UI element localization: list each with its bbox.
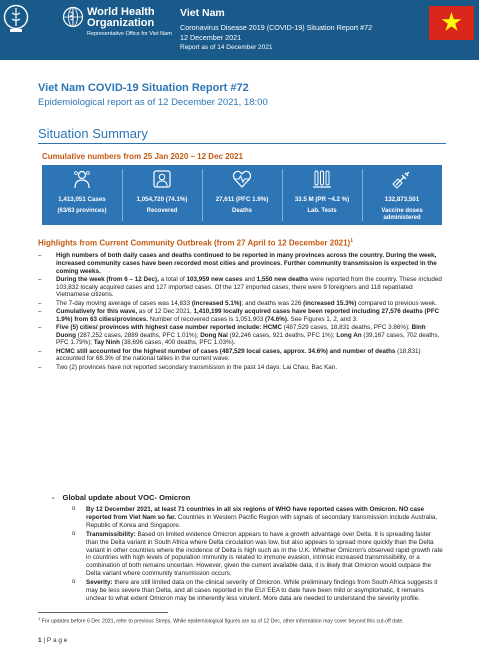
section-divider	[38, 143, 446, 144]
footnote-divider	[38, 612, 168, 613]
who-org-title: World Health Organization	[87, 6, 155, 29]
highlights-title: Highlights from Current Community Outbreak (from 27 April to 12 December 2021)$^1$	[38, 238, 353, 248]
report-title: Viet Nam COVID-19 Situation Report #72	[38, 82, 249, 94]
stat-deaths-value: 27,611 (PFC 1.9%)	[215, 196, 269, 203]
stat-vaccine	[362, 165, 442, 225]
recovered-icon	[152, 169, 172, 189]
footnote: $^1$ For updates before 6 Dec 2021, refer to previous Streps. While epidemiological figures are as of 12 Dec, other information may cover beyond this cut-off date.	[38, 616, 404, 625]
stat-cases-value: 1,413,051 Cases	[58, 196, 106, 203]
deaths-icon	[232, 169, 252, 189]
banner-report-name: Coronavirus Disease 2019 (COVID-19) Situation Report #72	[180, 23, 373, 32]
list-item: o Transmissibility: Based on limited evidence Omicron appears to have a growth advantage over Delta. It is spreading faster than the Delta variant in South Africa where Delta circulation was low, but also appears to spread more quickly than the Delta variant in other countries where the incidence of Delta is high such as in the U.K. Whether Omicron's observed rapid growth rate in countries with high levels of population immunity is related to immune evasion, intrinsic increased transmissibility, or a combination of both remains uncertain. However, given the current available data, it is likely that Omicron would outpace the Delta variant where community transmission occurs.	[72, 531, 444, 578]
vaccine-icon	[392, 169, 412, 189]
who-org-subtitle: Representative Office for Viet Nam	[87, 31, 172, 37]
vietnam-flag-icon	[429, 6, 474, 40]
list-item: – The 7-day moving average of cases was 14,833 (increased 5.1%); and deaths was 226 (increased 15.3%) compared to previous week.	[38, 300, 444, 308]
list-item: – Two (2) provinces have not reported secondary transmission in the past 14 days: Lai Chau, Bac Kan.	[38, 364, 444, 372]
stat-deaths-label: Deaths	[231, 208, 252, 214]
cumulative-stats-panel	[42, 165, 442, 225]
stat-recovered-label: Recovered	[146, 208, 178, 214]
who-logo-icon	[62, 6, 84, 28]
list-item: o By 12 December 2021, at least 71 countries in all six regions of WHO have reported cases with Omicron. NO case reported from Viet Nam so far. Countries in Western Pacific Region with signals of secondary transmission include Australia, Republic of Korea and Singapore.	[72, 506, 444, 529]
list-item: – During the week (from 6 – 12 Dec), a total of 103,959 new cases and 1,550 new deaths were reported from the country. These included 103,832 locally acquired cases and 127 imported cases. Of the 127 imported cases, there were 9 foreigners and 118 repatriated Vietnamese citizens.	[38, 276, 444, 299]
banner-as-of: Report as of 14 December 2021	[180, 44, 273, 51]
footnote-ref: 1	[350, 238, 353, 244]
banner-country: Viet Nam	[180, 7, 225, 19]
cases-icon	[72, 169, 92, 189]
stat-lab-tests-label: Lab. Tests	[307, 208, 337, 214]
list-item: – Cumulatively for this wave, as of 12 Dec 2021, 1,410,199 locally acquired cases have been reported including 27,576 deaths (PFC 1.9%) from 63 cities/provinces. Number of recovered cases is 1,051,903 (74.6%). See Figures 1, 2, and 3.	[38, 308, 444, 324]
list-item: o Severity: there are still limited data on the clinical severity of Omicron. While preliminary findings from South Africa suggests it may be less severe than Delta, and all cases reported in the EU/ EEA to date have been mild or asymptomatic, it remains unclear to what extent Omicron may be inherently less virulent. More data are needed to understand the severity profile.	[72, 579, 444, 602]
stat-recovered-value: 1,054,720 (74.1%)	[136, 196, 188, 203]
highlights-list	[38, 252, 444, 372]
vn-moh-emblem-icon	[3, 4, 29, 34]
stat-cases	[42, 165, 122, 225]
stat-lab-tests	[282, 165, 362, 225]
page-number: 1 | P a g e	[38, 637, 68, 644]
voc-title: - Global update about VOC- Omicron	[52, 493, 191, 502]
voc-list	[72, 506, 444, 604]
stat-recovered	[122, 165, 202, 225]
report-banner	[0, 0, 479, 60]
stat-vaccine-value: 132,873,501	[384, 196, 420, 203]
stat-deaths	[202, 165, 282, 225]
stat-lab-tests-value: 33.5 M (PR ~4.2 %)	[294, 196, 350, 203]
stat-cases-label: (63/63 provinces)	[57, 208, 107, 214]
report-subtitle: Epidemiological report as of 12 December 2021, 18:00	[38, 97, 268, 108]
list-item: – HCMC still accounted for the highest number of cases (487,529 local cases, approx. 34.6%) and number of deaths (18,831) accounted for 68.3% of the national tallies in the current wave.	[38, 348, 444, 364]
list-item: – High numbers of both daily cases and deaths continued to be reported in many provinces across the country. During the week, increased community cases have been recorded most cities and provinces. Further community transmission is expected in the coming weeks.	[38, 252, 444, 275]
banner-report-date: 12 December 2021	[180, 33, 242, 42]
lab-tests-icon	[312, 169, 332, 189]
cumulative-title: Cumulative numbers from 25 Jan 2020 – 12 Dec 2021	[42, 152, 243, 161]
stat-vaccine-label: Vaccine doses administered	[381, 208, 423, 221]
list-item: – Five (5) cities/ provinces with highest case number reported include: HCMC (487,529 cases, 18,831 deaths, PFC 3.86%); Binh Duong (287,252 cases, 2889 deaths, PFC 1.01%); Dong Nai (92,246 cases, 921 deaths, PFC 1%); Long An (39,167 cases, 702 deaths, PFC 1.79%); Tay Ninh (38,696 cases, 400 deaths, PFC 1.03%).	[38, 324, 444, 347]
section-title: Situation Summary	[38, 126, 148, 141]
